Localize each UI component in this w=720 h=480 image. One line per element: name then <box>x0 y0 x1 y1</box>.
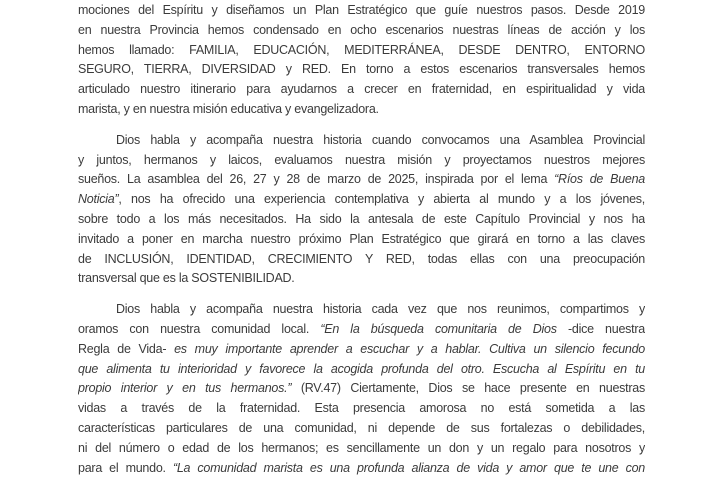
text-line <box>78 131 645 151</box>
text-segment-italic: que alimenta tu interioridad y favorece la acogida profunda del otro. Escucha al Espíritu en tu <box>78 361 645 376</box>
text-segment-italic: “En la búsqueda comunitaria de Dios <box>320 321 557 336</box>
text-segment: SEGURO, TIERRA, DIVERSIDAD y RED. En torno a estos escenarios transversales hemos <box>78 62 645 77</box>
text-line <box>78 60 645 80</box>
text-segment: sueños. La asamblea del 26, 27 y 28 de marzo de 2025, inspirada por el lema <box>78 172 555 187</box>
text-line <box>78 360 645 380</box>
text-segment: características particulares de una comunidad, ni depende de sus fortalezas o debilidades, <box>78 420 645 435</box>
text-line <box>78 41 645 61</box>
text-line <box>78 439 645 459</box>
text-line <box>78 230 645 250</box>
text-segment-italic: Noticia” <box>78 192 119 207</box>
text-segment: vidas a través de la fraternidad. Esta presencia amorosa no está sometida a las <box>78 401 645 416</box>
text-segment-italic: “La comunidad marista es una profunda alianza de vida y amor que te une con <box>172 460 645 475</box>
text-line <box>78 379 645 399</box>
paragraph <box>78 131 645 289</box>
text-segment: mociones del Espíritu y diseñamos un Plan Estratégico que guíe nuestros pasos. Desde 2019 <box>78 3 645 17</box>
text-line <box>78 419 645 439</box>
text-line <box>78 399 645 419</box>
text-line <box>78 340 645 360</box>
text-line <box>78 1 645 21</box>
text-segment: marista, y en nuestra misión educativa y evangelizadora. <box>78 101 379 116</box>
text-segment: transversal que es la SOSTENIBILIDAD. <box>78 271 295 286</box>
text-segment-italic: es muy importante aprender a escuchar y a hablar. Cultiva un silencio fecundo <box>174 341 645 356</box>
text-line <box>78 100 645 120</box>
text-line <box>78 320 645 340</box>
text-line <box>78 250 645 270</box>
text-segment: en nuestra Provincia hemos condensado en ocho escenarios nuestras líneas de acción y los <box>78 22 645 37</box>
text-segment: hemos llamado: FAMILIA, EDUCACIÓN, MEDITERRÁNEA, DESDE DENTRO, ENTORNO <box>78 42 645 57</box>
text-segment: Dios habla y acompaña nuestra historia cuando convocamos una Asamblea Provincial <box>116 132 645 147</box>
text-line <box>78 300 645 320</box>
text-segment: Regla de Vida- <box>78 341 175 356</box>
text-segment: -dice nuestra <box>556 321 645 336</box>
text-line <box>78 170 645 190</box>
text-segment: sobre todo a los más necesitados. Ha sido la antesala de este Capítulo Provincial y nos ha <box>78 211 645 226</box>
text-line <box>78 459 645 479</box>
paragraph <box>78 300 645 478</box>
text-line <box>78 190 645 210</box>
text-segment: (RV.47) Ciertamente, Dios se hace presente en nuestras <box>291 381 645 396</box>
text-segment: Dios habla y acompaña nuestra historia cada vez que nos reunimos, compartimos y <box>116 302 645 317</box>
text-segment: y juntos, hermanos y laicos, evaluamos nuestra misión y proyectamos nuestros mejores <box>78 152 645 167</box>
text-segment: articulado nuestro itinerario para ayudarnos a crecer en fraternidad, en espiritualidad y vida <box>78 82 645 97</box>
paragraph <box>78 1 645 120</box>
text-line <box>78 151 645 171</box>
text-segment: ni del número o edad de los hermanos; es sencillamente un don y un regalo para nosotros y <box>78 440 645 455</box>
text-line <box>78 269 645 289</box>
text-segment: , nos ha ofrecido una experiencia contemplativa y abierta al mundo y a los jóvenes, <box>118 192 645 207</box>
text-line <box>78 210 645 230</box>
text-segment: invitado a poner en marcha nuestro próximo Plan Estratégico que girará en torno a las claves <box>78 231 645 246</box>
text-segment-italic: “Ríos de Buena <box>554 172 645 187</box>
text-segment: para el mundo. <box>78 460 173 475</box>
text-segment-italic: propio interior y en tus hermanos.” <box>78 381 292 396</box>
text-line <box>78 21 645 41</box>
text-segment: oramos con nuestra comunidad local. <box>78 321 321 336</box>
text-segment: de INCLUSIÓN, IDENTIDAD, CRECIMIENTO Y RED, todas ellas con una preocupación <box>78 251 645 266</box>
text-line <box>78 80 645 100</box>
